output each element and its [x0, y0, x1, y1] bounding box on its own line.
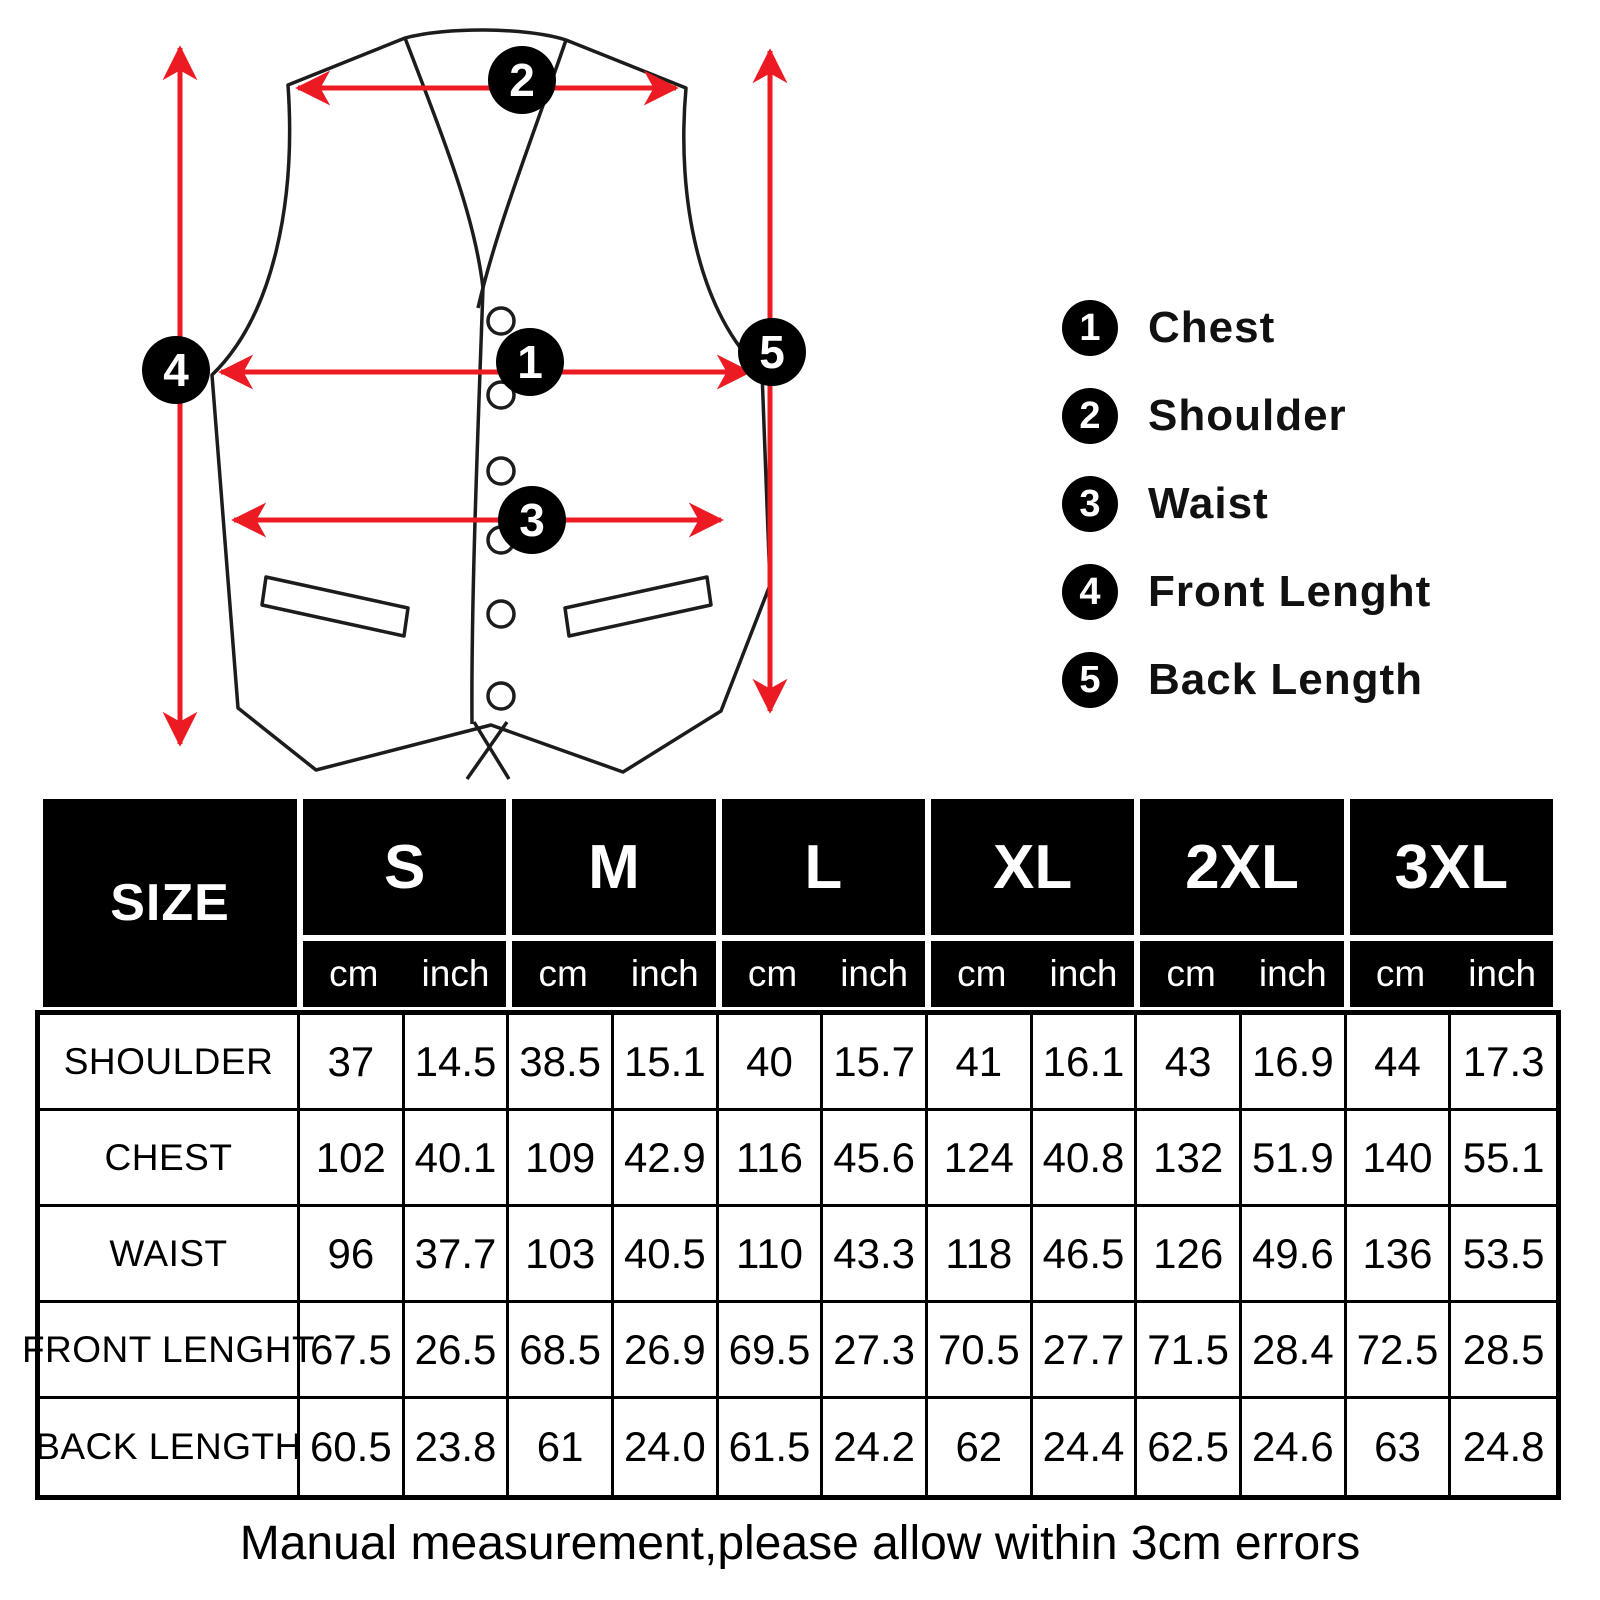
size-table-body: [21, 1010, 1561, 1500]
corner-header-size: SIZE: [40, 796, 300, 1010]
value-cell: 38.5: [509, 1015, 614, 1111]
value-cell: 51.9: [1242, 1111, 1347, 1207]
row-label-front-length: FRONT LENGHT: [40, 1303, 300, 1399]
value-cell: 40.5: [614, 1207, 719, 1303]
unit-inch: inch: [421, 953, 490, 994]
value-cell: 23.8: [405, 1399, 510, 1495]
unit-cm: cm: [747, 953, 798, 994]
value-cell: 96: [300, 1207, 405, 1303]
measurement-diagram-section: [0, 0, 1600, 782]
legend-item-back-length: [1062, 652, 1431, 708]
unit-header-3xl: [1347, 938, 1556, 1010]
value-cell: 60.5: [300, 1399, 405, 1495]
legend-item-waist: [1062, 476, 1431, 532]
value-cell: 63: [1347, 1399, 1452, 1495]
legend: [1062, 300, 1431, 708]
legend-label: Back Length: [1148, 655, 1424, 704]
size-col-3xl: 3XL: [1347, 796, 1556, 938]
legend-item-front-length: [1062, 564, 1431, 620]
button-dot: [488, 458, 514, 484]
value-cell: 132: [1137, 1111, 1242, 1207]
value-cell: 71.5: [1137, 1303, 1242, 1399]
value-cell: 109: [509, 1111, 614, 1207]
unit-inch: inch: [630, 953, 699, 994]
unit-cm: cm: [1375, 953, 1426, 994]
legend-number-badge: 5: [1062, 652, 1118, 708]
left-lapel-line: [405, 38, 483, 724]
value-cell: 40: [719, 1015, 824, 1111]
unit-inch: inch: [1468, 953, 1537, 994]
value-cell: 24.8: [1462, 1423, 1545, 1470]
value-cell: 37: [300, 1015, 405, 1111]
unit-header-m: [509, 938, 718, 1010]
legend-label: Front Lenght: [1148, 567, 1432, 616]
value-cell: 46.5: [1033, 1207, 1138, 1303]
value-cell: 28.4: [1242, 1303, 1347, 1399]
unit-cm: cm: [538, 953, 588, 994]
value-cell: 24.2: [823, 1399, 928, 1495]
legend-label: Chest: [1148, 303, 1276, 352]
value-cell: 26.9: [614, 1303, 719, 1399]
unit-header-xl: [928, 938, 1137, 1010]
unit-cm: cm: [1166, 953, 1216, 994]
vest-diagram-svg: [0, 0, 1050, 780]
value-cell: 116: [719, 1111, 824, 1207]
row-label-waist: WAIST: [40, 1207, 300, 1303]
row-label-shoulder: SHOULDER: [40, 1015, 300, 1111]
value-cell: 126: [1137, 1207, 1242, 1303]
unit-cm: cm: [957, 953, 1007, 994]
value-cell: 118: [928, 1207, 1033, 1303]
callout-number-4: 4: [163, 344, 189, 396]
value-cell: 40.8: [1033, 1111, 1138, 1207]
size-table-header: [40, 796, 1556, 1010]
legend-label: Shoulder: [1148, 391, 1347, 440]
callout-number-1: 1: [517, 336, 543, 388]
size-col-2xl: 2XL: [1137, 796, 1346, 938]
size-col-xl: XL: [928, 796, 1137, 938]
legend-label: Waist: [1148, 479, 1269, 528]
unit-cm: cm: [329, 953, 379, 994]
value-cell: 27.7: [1033, 1303, 1138, 1399]
value-cell: 24.0: [614, 1399, 719, 1495]
legend-item-chest: [1062, 300, 1431, 356]
value-cell: 40.1: [405, 1111, 510, 1207]
value-cell: 27.3: [823, 1303, 928, 1399]
value-cell: 37.7: [405, 1207, 510, 1303]
callout-number-5: 5: [759, 326, 785, 378]
footer-note: Manual measurement,please allow within 3cm errors: [239, 1517, 1361, 1570]
value-cell: 16.1: [1033, 1015, 1138, 1111]
value-cell: 103: [509, 1207, 614, 1303]
value-cell: 43: [1137, 1015, 1242, 1111]
value-cell: 26.5: [405, 1303, 510, 1399]
callout-number-3: 3: [519, 494, 545, 546]
value-cell: 62: [928, 1399, 1033, 1495]
row-label-chest: CHEST: [40, 1111, 300, 1207]
unit-header-l: [719, 938, 928, 1010]
value-cell: 15.1: [614, 1015, 719, 1111]
unit-inch: inch: [1049, 953, 1118, 994]
value-cell: 61: [509, 1399, 614, 1495]
value-cell: 42.9: [614, 1111, 719, 1207]
value-cell: 110: [719, 1207, 824, 1303]
legend-number-badge: 3: [1062, 476, 1118, 532]
value-cell: 15.7: [823, 1015, 928, 1111]
value-cell: 72.5: [1347, 1303, 1452, 1399]
unit-inch: inch: [1258, 953, 1327, 994]
button-dot: [488, 601, 514, 627]
value-cell: 68.5: [509, 1303, 614, 1399]
value-cell: 24.6: [1242, 1399, 1347, 1495]
value-cell: 67.5: [300, 1303, 405, 1399]
left-pocket-welt: [262, 577, 408, 636]
value-cell: 41: [928, 1015, 1033, 1111]
value-cell: 45.6: [823, 1111, 928, 1207]
legend-number-badge: 2: [1062, 388, 1118, 444]
legend-number-badge: 1: [1062, 300, 1118, 356]
callout-number-2: 2: [509, 54, 535, 106]
value-cell: 44: [1347, 1015, 1452, 1111]
size-col-s: S: [300, 796, 509, 938]
unit-header-2xl: [1137, 938, 1346, 1010]
value-cell: 14.5: [405, 1015, 510, 1111]
legend-item-shoulder: [1062, 388, 1431, 444]
value-cell: 70.5: [928, 1303, 1033, 1399]
size-col-l: L: [719, 796, 928, 938]
row-label-back-length: BACK LENGTH: [40, 1399, 300, 1495]
callout-markers: [142, 46, 806, 554]
button-dot: [488, 308, 514, 334]
value-cell: 17.3: [1451, 1015, 1556, 1111]
value-cell: 49.6: [1242, 1207, 1347, 1303]
value-cell: 53.5: [1451, 1207, 1556, 1303]
value-cell: 62.5: [1137, 1399, 1242, 1495]
button-dot: [488, 683, 514, 709]
unit-header-s: [300, 938, 509, 1010]
value-cell: 43.3: [823, 1207, 928, 1303]
size-col-m: M: [509, 796, 718, 938]
size-table: [21, 796, 1556, 1500]
measurement-arrows: [180, 48, 770, 744]
value-cell: 69.5: [719, 1303, 824, 1399]
value-cell: 124: [928, 1111, 1033, 1207]
value-cell: 16.9: [1242, 1015, 1347, 1111]
value-cell: 55.1: [1451, 1111, 1556, 1207]
value-cell: 102: [300, 1111, 405, 1207]
value-cell: 61.5: [719, 1399, 824, 1495]
value-cell: 140: [1347, 1111, 1452, 1207]
value-cell: 136: [1347, 1207, 1452, 1303]
legend-number-badge: 4: [1062, 564, 1118, 620]
unit-inch: inch: [840, 953, 909, 994]
right-pocket-welt: [565, 577, 711, 636]
value-cell: 24.4: [1033, 1399, 1138, 1495]
value-cell: 28.5: [1451, 1303, 1556, 1399]
